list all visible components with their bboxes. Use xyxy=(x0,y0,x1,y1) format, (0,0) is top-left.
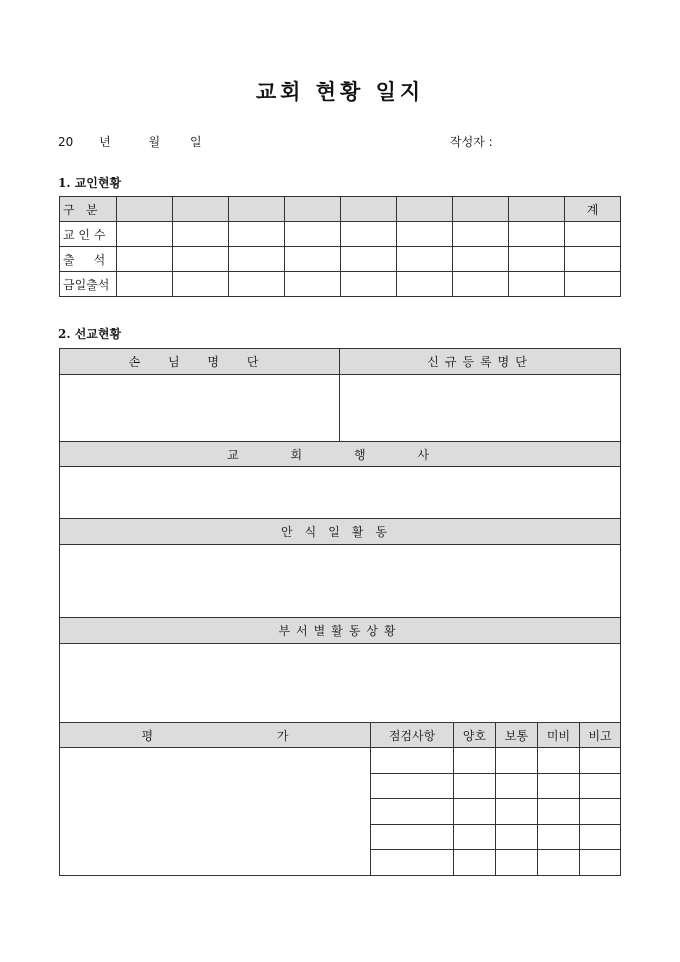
table-row xyxy=(60,222,621,247)
remarks-header: 비고 xyxy=(580,723,621,748)
data-cell[interactable] xyxy=(565,222,621,247)
remarks-cell[interactable] xyxy=(580,748,621,774)
table-header-row xyxy=(60,618,621,644)
table-header-row xyxy=(60,349,621,375)
header-cell xyxy=(509,197,565,222)
data-cell[interactable] xyxy=(341,222,397,247)
header-cell xyxy=(341,197,397,222)
data-cell[interactable] xyxy=(285,272,341,297)
month-label: 월 xyxy=(148,135,161,149)
good-header: 양호 xyxy=(454,723,496,748)
data-cell[interactable] xyxy=(509,272,565,297)
division-header: 구 분 xyxy=(60,197,117,222)
data-cell[interactable] xyxy=(229,222,285,247)
department-activities-header: 부서별활동상황 xyxy=(60,618,621,644)
data-cell[interactable] xyxy=(565,247,621,272)
page-title: 교회 현황 일지 xyxy=(255,79,425,104)
table-row xyxy=(60,467,621,519)
new-registration-cell[interactable] xyxy=(340,375,621,442)
normal-cell[interactable] xyxy=(496,774,538,799)
data-cell[interactable] xyxy=(229,272,285,297)
mission-status-table xyxy=(59,348,621,876)
guest-list-cell[interactable] xyxy=(60,375,340,442)
insufficient-cell[interactable] xyxy=(538,748,580,774)
insufficient-cell[interactable] xyxy=(538,850,580,876)
remarks-cell[interactable] xyxy=(580,799,621,825)
insufficient-cell[interactable] xyxy=(538,774,580,799)
day-label: 일 xyxy=(189,135,202,149)
remarks-cell[interactable] xyxy=(580,850,621,876)
insufficient-cell[interactable] xyxy=(538,825,580,850)
sabbath-activities-cell[interactable] xyxy=(60,545,621,618)
check-item-cell[interactable] xyxy=(371,825,454,850)
member-status-table xyxy=(59,196,621,297)
header-cell xyxy=(173,197,229,222)
table-row xyxy=(60,545,621,618)
row-label-today-attendance: 금일출석 xyxy=(60,272,117,297)
data-cell[interactable] xyxy=(285,222,341,247)
year-label: 년 xyxy=(99,135,111,149)
data-cell[interactable] xyxy=(117,247,173,272)
normal-header: 보통 xyxy=(496,723,538,748)
data-cell[interactable] xyxy=(509,222,565,247)
data-cell[interactable] xyxy=(341,247,397,272)
table-header-row xyxy=(60,723,621,748)
data-cell[interactable] xyxy=(565,272,621,297)
data-cell[interactable] xyxy=(397,222,453,247)
insufficient-header: 미비 xyxy=(538,723,580,748)
check-item-cell[interactable] xyxy=(371,850,454,876)
data-cell[interactable] xyxy=(173,247,229,272)
remarks-cell[interactable] xyxy=(580,774,621,799)
year-prefix: 20 xyxy=(58,135,74,149)
data-cell[interactable] xyxy=(509,247,565,272)
data-cell[interactable] xyxy=(173,272,229,297)
data-cell[interactable] xyxy=(397,247,453,272)
author-label: 작성자 : xyxy=(450,135,493,149)
header-cell xyxy=(397,197,453,222)
new-registration-header: 신규등록명단 xyxy=(340,349,621,375)
section2-heading: 2. 선교현황 xyxy=(58,327,122,341)
data-cell[interactable] xyxy=(397,272,453,297)
table-row xyxy=(60,247,621,272)
evaluation-header: 평 가 xyxy=(60,723,371,748)
row-label-attendance: 출 석 xyxy=(60,247,117,272)
header-cell xyxy=(285,197,341,222)
church-events-cell[interactable] xyxy=(60,467,621,519)
header-cell xyxy=(117,197,173,222)
date-line xyxy=(58,133,202,150)
checklist-header: 점검사항 xyxy=(371,723,454,748)
table-row xyxy=(60,644,621,723)
good-cell[interactable] xyxy=(454,799,496,825)
church-events-header: 교 회 행 사 xyxy=(60,442,621,467)
check-item-cell[interactable] xyxy=(371,774,454,799)
data-cell[interactable] xyxy=(453,247,509,272)
data-cell[interactable] xyxy=(117,222,173,247)
data-cell[interactable] xyxy=(341,272,397,297)
section1-heading: 1. 교인현황 xyxy=(58,176,122,190)
table-header-row xyxy=(60,442,621,467)
total-header: 계 xyxy=(565,197,621,222)
good-cell[interactable] xyxy=(454,748,496,774)
data-cell[interactable] xyxy=(453,272,509,297)
data-cell[interactable] xyxy=(285,247,341,272)
row-label-members: 교 인 수 xyxy=(60,222,117,247)
table-row xyxy=(60,748,621,774)
insufficient-cell[interactable] xyxy=(538,799,580,825)
good-cell[interactable] xyxy=(454,850,496,876)
table-row xyxy=(60,375,621,442)
data-cell[interactable] xyxy=(173,222,229,247)
data-cell[interactable] xyxy=(117,272,173,297)
normal-cell[interactable] xyxy=(496,825,538,850)
normal-cell[interactable] xyxy=(496,850,538,876)
normal-cell[interactable] xyxy=(496,799,538,825)
table-row xyxy=(60,272,621,297)
check-item-cell[interactable] xyxy=(371,748,454,774)
sabbath-activities-header: 안식일활동 xyxy=(60,519,621,545)
data-cell[interactable] xyxy=(453,222,509,247)
good-cell[interactable] xyxy=(454,825,496,850)
department-activities-cell[interactable] xyxy=(60,644,621,723)
good-cell[interactable] xyxy=(454,774,496,799)
guest-list-header: 손 님 명 단 xyxy=(60,349,340,375)
evaluation-cell[interactable] xyxy=(60,748,371,876)
normal-cell[interactable] xyxy=(496,748,538,774)
data-cell[interactable] xyxy=(229,247,285,272)
table-header-row xyxy=(60,197,621,222)
table-header-row xyxy=(60,519,621,545)
header-cell xyxy=(229,197,285,222)
check-item-cell[interactable] xyxy=(371,799,454,825)
remarks-cell[interactable] xyxy=(580,825,621,850)
header-cell xyxy=(453,197,509,222)
